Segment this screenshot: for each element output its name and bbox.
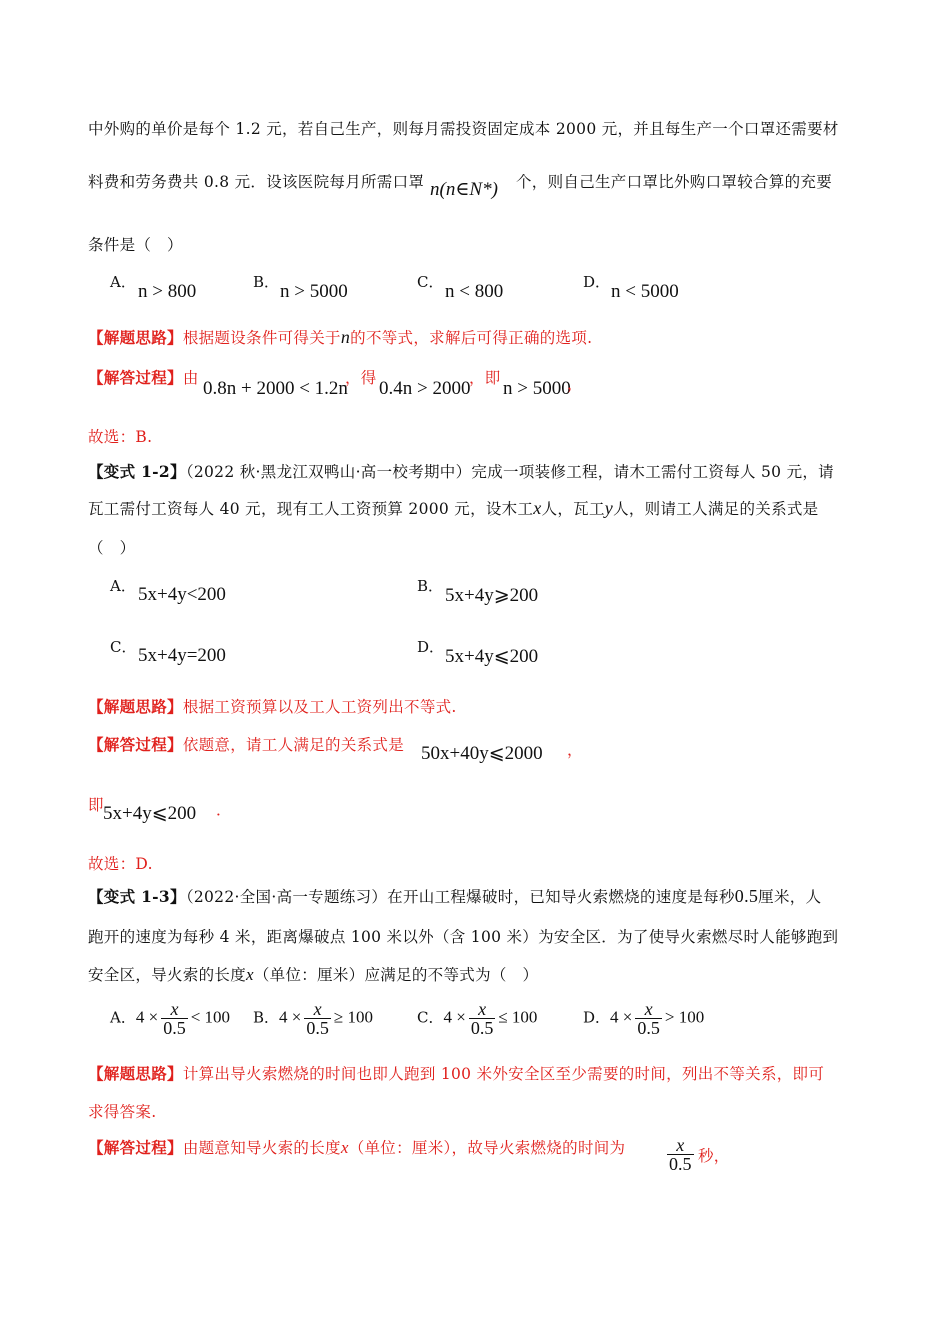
q13-option-b-numerator: x <box>313 999 322 1019</box>
q11-line-2-text-b: 个，则自己生产口罩比外购口罩较合算的充要 <box>516 173 833 191</box>
q13-option-c-post: ≤ 100 <box>498 1007 538 1027</box>
q13-option-a-post: < 100 <box>190 1007 231 1027</box>
q13-option-b-denominator: 0.5 <box>306 1018 329 1038</box>
q11-proc-end <box>567 372 583 394</box>
q12-proc-math-2 <box>103 802 196 825</box>
q13-line-3-text-a: 安全区，导火索的长度 <box>88 966 247 984</box>
q13-option-d-label: D． <box>583 1008 611 1027</box>
q12-answer-text: 故选：D. <box>88 855 153 873</box>
q13-option-b-fraction <box>304 1000 331 1037</box>
q13-solution-idea-2 <box>88 1100 156 1122</box>
q12-option-c-math <box>138 645 226 667</box>
q13-option-c-pre: 4 × <box>443 1007 466 1027</box>
q12-tag: 【变式 1-2】 <box>88 462 186 481</box>
q13-option-c <box>417 1000 537 1037</box>
q12-option-b-label: B． <box>417 577 444 595</box>
q13-proc-fraction-wrap <box>664 1136 697 1173</box>
q11-option-b-label: B． <box>253 273 280 291</box>
q12-proc-comma-text: ， <box>567 741 583 759</box>
q12-proc-math-1 <box>421 742 543 765</box>
q12-option-d-math <box>445 645 538 668</box>
q11-proc-inequality-2: 0.4n > 2000 <box>379 378 471 399</box>
q11-option-d-label: D． <box>583 273 611 291</box>
q13-option-d-numerator: x <box>644 999 653 1019</box>
q11-line-1 <box>88 117 839 139</box>
q11-proc-math-2 <box>379 378 470 400</box>
q13-speed: 0.5 <box>734 886 759 906</box>
q13-option-d <box>583 1000 704 1037</box>
q13-proc-tail <box>698 1144 730 1166</box>
q13-option-d-fraction <box>635 1000 662 1037</box>
q11-set-notation-text: n(n∈N*) <box>430 179 498 200</box>
q11-option-b <box>253 271 279 292</box>
q11-proc-get-text: ，得 <box>345 369 377 387</box>
q11-set-notation <box>430 178 498 201</box>
q11-answer-text: 故选：B. <box>88 428 153 446</box>
q13-option-b-pre: 4 × <box>279 1007 302 1027</box>
q12-line-1 <box>88 460 834 482</box>
q13-proc-numerator: x <box>676 1135 685 1155</box>
q12-proc-end <box>216 798 232 820</box>
q13-option-d-pre: 4 × <box>610 1007 633 1027</box>
q13-proc-tag: 【解答过程】 <box>88 1138 183 1157</box>
q13-solution-process <box>88 1136 625 1158</box>
q12-proc-relation-1: 50x+40y⩽2000 <box>421 743 543 764</box>
q11-line-1-text: 中外购的单价是每个 1.2 元，若自己生产，则每月需投资固定成本 2000 元，并且每生产一个口罩还需要材 <box>88 120 839 138</box>
q12-line-2-text-c: 人，则请工人满足的关系式是 <box>613 500 819 518</box>
q13-proc-text-c: 秒， <box>698 1147 730 1165</box>
q11-option-b-math <box>280 281 348 303</box>
q13-option-a-denominator: 0.5 <box>163 1018 186 1038</box>
q12-var-y: y <box>604 498 614 518</box>
q11-option-c-expr: n < 800 <box>445 281 504 302</box>
q13-option-b-label: B． <box>253 1008 280 1027</box>
q13-option-a-fraction <box>161 1000 188 1037</box>
q11-option-a <box>110 271 136 292</box>
q11-proc-inequality-1: 0.8n + 2000 < 1.2n <box>203 378 348 399</box>
q11-option-a-math <box>138 281 196 303</box>
q12-proc-ie-text: 即 <box>88 796 104 814</box>
q13-tag: 【变式 1-3】 <box>88 887 186 906</box>
q11-option-a-expr: n > 800 <box>138 281 197 302</box>
q11-solution-idea <box>88 326 592 348</box>
q11-option-d-expr: n < 5000 <box>611 281 679 302</box>
q12-line-1-text: （2022 秋·黑龙江双鸭山·高一校考期中）完成一项装修工程，请木工需付工资每人 50 元，请 <box>185 463 834 481</box>
q13-idea-tag: 【解题思路】 <box>88 1064 183 1083</box>
q13-option-a-label: A． <box>110 1008 136 1027</box>
q11-option-c <box>417 271 443 292</box>
q12-option-c-label: C． <box>110 638 137 656</box>
q13-line-1-text-a: （2022·全国·高一专题练习）在开山工程爆破时，已知导火索燃烧的速度是每秒 <box>185 888 735 906</box>
q12-option-a-label: A． <box>110 577 136 595</box>
q11-idea-text-a: 根据题设条件可得关于 <box>182 329 341 347</box>
q13-idea-line-2: 求得答案. <box>88 1103 157 1121</box>
q11-answer <box>88 425 152 447</box>
q13-proc-denominator: 0.5 <box>669 1154 692 1174</box>
q11-option-c-math <box>445 281 503 303</box>
q12-idea-tag: 【解题思路】 <box>88 697 183 716</box>
q11-proc-ie <box>469 366 501 388</box>
q11-solution-process <box>88 366 199 388</box>
q13-option-d-denominator: 0.5 <box>637 1018 660 1038</box>
q13-option-c-denominator: 0.5 <box>470 1018 494 1038</box>
q12-option-d <box>417 636 444 657</box>
q13-option-b <box>253 1000 373 1037</box>
q13-proc-text-b: （单位：厘米），故导火索燃烧的时间为 <box>348 1139 626 1157</box>
q12-option-b-expr: 5x+4y⩾200 <box>445 585 539 606</box>
q12-option-a-math <box>138 584 226 606</box>
q13-option-c-fraction <box>469 1000 496 1037</box>
q11-proc-by: 由 <box>182 369 199 387</box>
q12-answer <box>88 852 153 874</box>
q13-idea-line-1: 计算出导火索燃烧的时间也即人跑到 100 米外安全区至少需要的时间，列出不等关系，即可 <box>182 1065 825 1083</box>
q12-solution-idea <box>88 695 457 717</box>
q11-line-2 <box>88 170 424 192</box>
q11-line-2-text-a: 料费和劳务费共 0.8 元．设该医院每月所需口罩 <box>88 173 425 191</box>
q11-option-d <box>583 271 610 292</box>
q12-option-a <box>110 575 136 596</box>
q12-option-d-expr: 5x+4y⩽200 <box>445 646 539 667</box>
q11-idea-tag: 【解题思路】 <box>88 328 183 347</box>
q12-proc-relation-2: 5x+4y⩽200 <box>103 803 197 824</box>
q12-solution-process <box>88 733 404 755</box>
q11-proc-math-1 <box>203 378 348 400</box>
q13-proc-var: x <box>340 1138 349 1157</box>
q13-option-b-post: ≥ 100 <box>333 1007 373 1027</box>
q12-line-3-text: （ ） <box>88 539 136 557</box>
q12-option-c <box>110 636 136 657</box>
q12-option-c-expr: 5x+4y=200 <box>138 645 226 666</box>
q13-option-a-numerator: x <box>170 999 179 1019</box>
q11-line-3 <box>88 233 183 255</box>
q13-line-1-text-b: 厘米，人 <box>758 888 822 906</box>
q12-proc-tag: 【解答过程】 <box>88 735 183 754</box>
q12-option-b <box>417 575 443 596</box>
q13-solution-idea <box>88 1062 824 1084</box>
q13-option-c-label: C． <box>417 1008 444 1027</box>
q12-line-3 <box>88 536 135 558</box>
q12-var-x: x <box>533 498 542 518</box>
q13-proc-text-a: 由题意知导火索的长度 <box>182 1139 341 1157</box>
q13-line-1 <box>88 885 821 907</box>
q12-line-2-text-a: 瓦工需付工资每人 40 元，现有工人工资预算 2000 元，设木工 <box>88 500 534 518</box>
q11-option-b-expr: n > 5000 <box>280 281 348 302</box>
q12-proc-end-text: ． <box>216 801 232 819</box>
q12-proc-comma <box>567 738 583 760</box>
q13-line-3-text-b: （单位：厘米）应满足的不等式为（ ） <box>253 966 539 984</box>
q13-option-d-post: > 100 <box>664 1007 705 1027</box>
q12-option-d-label: D． <box>417 638 445 656</box>
q13-line-3-var: x <box>246 965 254 984</box>
q13-line-2 <box>88 925 838 947</box>
q11-proc-tag: 【解答过程】 <box>88 368 183 387</box>
q12-line-2-text-b: 人，瓦工 <box>541 500 605 518</box>
q12-option-a-expr: 5x+4y<200 <box>138 584 226 605</box>
q11-proc-inequality-3: n > 5000 <box>503 378 571 399</box>
q11-option-c-label: C． <box>417 273 444 291</box>
q13-proc-fraction <box>667 1136 694 1173</box>
q11-proc-end-text: ， <box>567 375 583 393</box>
q13-option-c-numerator: x <box>478 999 487 1019</box>
q11-line-2-tail <box>516 170 832 192</box>
q11-proc-math-3 <box>503 378 571 400</box>
q12-idea-text: 根据工资预算以及工人工资列出不等式. <box>182 698 457 716</box>
q13-option-a <box>110 1000 230 1037</box>
q11-proc-ie-text: ，即 <box>469 369 501 387</box>
q11-option-a-label: A． <box>110 273 136 291</box>
q12-proc-text: 依题意，请工人满足的关系式是 <box>182 736 405 754</box>
q13-line-3 <box>88 963 538 985</box>
q13-option-a-pre: 4 × <box>135 1007 159 1027</box>
q12-proc-ie <box>88 793 104 815</box>
q13-line-2-text: 跑开的速度为每秒 4 米，距离爆破点 100 米以外（含 100 米）为安全区．为了使导火索燃尽时人能够跑到 <box>88 928 839 946</box>
q11-line-3-text: 条件是（ ） <box>88 236 183 254</box>
q12-line-2 <box>88 497 818 519</box>
q11-option-d-math <box>611 281 679 303</box>
q11-proc-get <box>345 366 377 388</box>
q11-idea-text-b: 的不等式，求解后可得正确的选项. <box>350 329 593 347</box>
q12-option-b-math <box>445 584 538 607</box>
q11-idea-var: n <box>340 327 351 347</box>
